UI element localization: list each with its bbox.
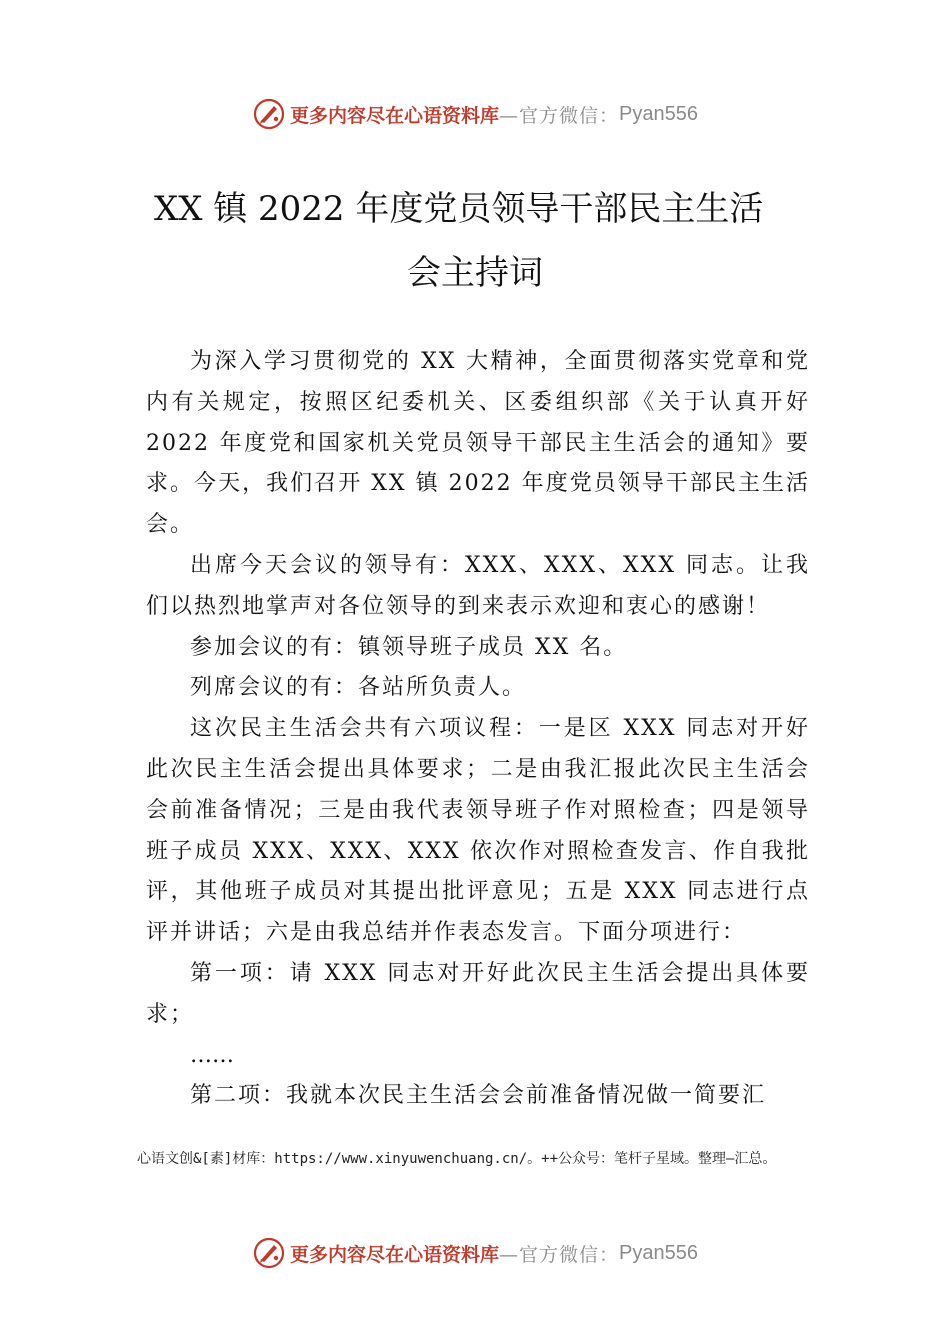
brand-logo-icon: [252, 97, 286, 131]
body-paragraph-agenda: 这次民主生活会共有六项议程：一是区 XXX 同志对开好此次民主生活会提出具体要求；二是由我汇报此次民主生活会会前准备情况；三是由我代表领导班子作对照检查；四是领导班子成员 XXX、XXX、XXX 依次作对照检查发言、作自我批评，其他班子成员对其提出批评意见；五是 XXX 同志进行点评并讲话；六是由我总结并作表态发言。下面分项进行：: [146, 716, 810, 946]
body-paragraph-participants: 参加会议的有：镇领导班子成员 XX 名。: [190, 634, 628, 660]
body-paragraph-ellipsis: ……: [190, 1042, 234, 1068]
body-paragraph-item-two: 第二项：我就本次民主生活会会前准备情况做一简要汇: [190, 1083, 767, 1109]
watermark-brand-text: 更多内容尽在心语资料库: [290, 104, 500, 127]
watermark-footer: [0, 1233, 950, 1273]
document-title-line2: 会主持词: [407, 253, 543, 293]
body-paragraph-intro: 为深入学习贯彻党的 XX 大精神，全面贯彻落实党章和党内有关规定，按照区纪委机关、区委组织部《关于认真开好 2022 年度党和国家机关党员领导干部民主生活会的通知》要求。今天，我们召开 XX 镇 2022 年度党员领导干部民主生活会。: [146, 349, 810, 538]
body-paragraph-observers: 列席会议的有：各站所负责人。: [190, 675, 527, 701]
watermark-wechat-id: Pyan556: [619, 102, 698, 125]
watermark-separator-text: —官方微信：: [499, 1243, 620, 1266]
footer-source-note: 心语文创&[素]材库：https://www.xinyuwenchuang.cn/。++公众号：笔杆子星域。整理—汇总。: [137, 1151, 777, 1167]
document-title-line1: XX 镇 2022 年度党员领导干部民主生活: [154, 189, 764, 229]
body-paragraph-item-one: 第一项：请 XXX 同志对开好此次民主生活会提出具体要求；: [146, 960, 810, 1027]
brand-logo-icon: [252, 1236, 286, 1270]
watermark-separator-text: —官方微信：: [499, 104, 620, 127]
watermark-wechat-id: Pyan556: [619, 1241, 698, 1264]
document-body: [146, 342, 810, 1117]
watermark-header: [0, 94, 950, 134]
body-paragraph-attending-leaders: 出席今天会议的领导有：XXX、XXX、XXX 同志。让我们以热烈地掌声对各位领导的到来表示欢迎和衷心的感谢！: [146, 552, 810, 619]
watermark-brand-text: 更多内容尽在心语资料库: [290, 1243, 500, 1266]
